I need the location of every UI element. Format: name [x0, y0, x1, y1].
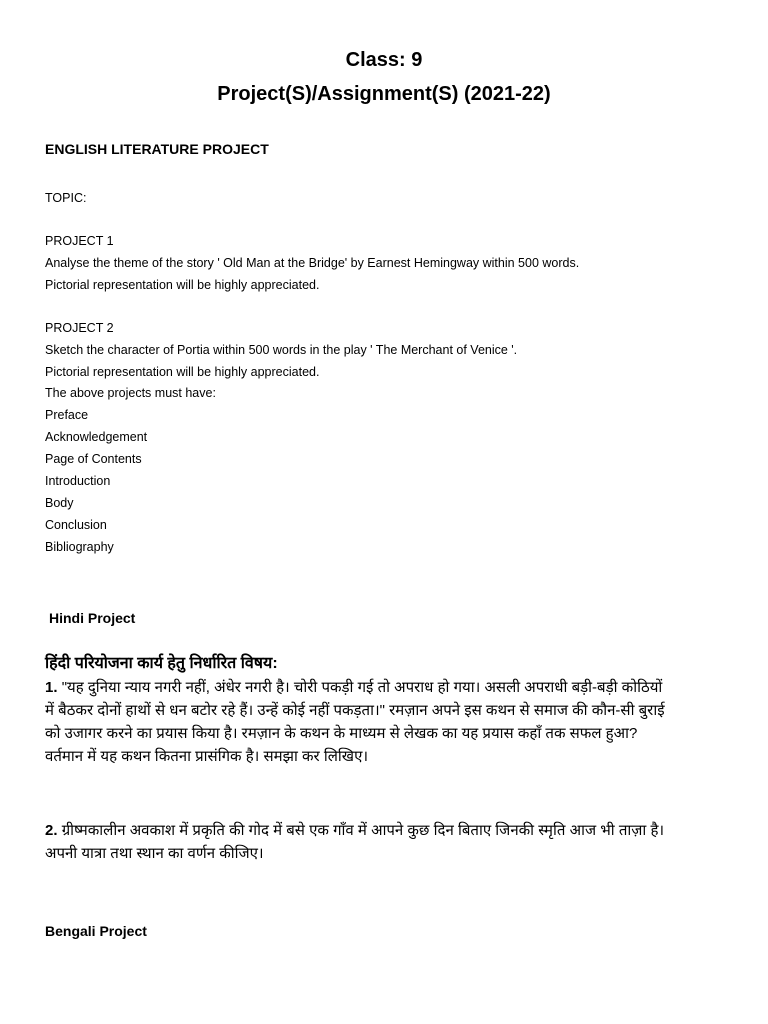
- class-heading: Class: 9: [345, 49, 423, 71]
- project1-line: Pictorial representation will be highly appreciated.: [45, 278, 320, 292]
- project2-line: Pictorial representation will be highly appreciated.: [45, 365, 320, 379]
- component-item: Introduction: [45, 474, 111, 488]
- component-item: Acknowledgement: [45, 430, 148, 444]
- component-item: Preface: [45, 408, 89, 422]
- hindi-q1-line: में बैठकर दोनों हाथों से धन बटोर रहे हैं। उन्हें कोई नहीं पकड़ता।" रमज़ान अपने इस कथन से समाज की कौन-सी बुराई: [45, 702, 665, 719]
- project1-line: Analyse the theme of the story ' Old Man at the Bridge' by Earnest Hemingway within 500 words.: [45, 256, 580, 270]
- project-title: Project(S)/Assignment(S) (2021-22): [217, 83, 551, 105]
- hindi-q1-line: को उजागर करने का प्रयास किया है। रमज़ान के कथन के माध्यम से लेखक का यह प्रयास कहाँ तक सफल हुआ?: [45, 725, 638, 742]
- hindi-q2-line: अपनी यात्रा तथा स्थान का वर्णन कीजिए।: [45, 845, 264, 862]
- topic-label: TOPIC:: [45, 191, 87, 205]
- hindi-q1-line: वर्तमान में यह कथन कितना प्रासंगिक है। समझा कर लिखिए।: [45, 748, 369, 765]
- hindi-subtitle: हिंदी परियोजना कार्य हेतु निर्धारित विषय:: [45, 655, 278, 672]
- component-item: Conclusion: [45, 518, 107, 532]
- hindi-q1-line: [45, 677, 662, 699]
- project1-label: PROJECT 1: [45, 234, 114, 248]
- component-item: Page of Contents: [45, 452, 142, 466]
- component-item: Bibliography: [45, 540, 114, 554]
- must-have-label: The above projects must have:: [45, 386, 216, 400]
- hindi-q2-line: [45, 820, 664, 842]
- component-item: Body: [45, 496, 74, 510]
- hindi-q1-number: 1.: [45, 679, 58, 696]
- project2-label: PROJECT 2: [45, 321, 114, 335]
- hindi-q2-text: ग्रीष्मकालीन अवकाश में प्रकृति की गोद में बसे एक गाँव में आपने कुछ दिन बिताए जिनकी स्मृति आज भी ताज़ा है।: [61, 822, 665, 839]
- english-section-title: ENGLISH LITERATURE PROJECT: [45, 141, 269, 157]
- hindi-q1-text: "यह दुनिया न्याय नगरी नहीं, अंधेर नगरी है। चोरी पकड़ी गई तो अपराध हो गया। असली अपराधी बड़ी-बड़ी कोठियों: [61, 679, 663, 696]
- project2-line: Sketch the character of Portia within 500 words in the play ' The Merchant of Venice '.: [45, 343, 518, 357]
- hindi-section-title: Hindi Project: [49, 610, 136, 626]
- hindi-q2-number: 2.: [45, 822, 58, 839]
- bengali-section-title: Bengali Project: [45, 923, 147, 939]
